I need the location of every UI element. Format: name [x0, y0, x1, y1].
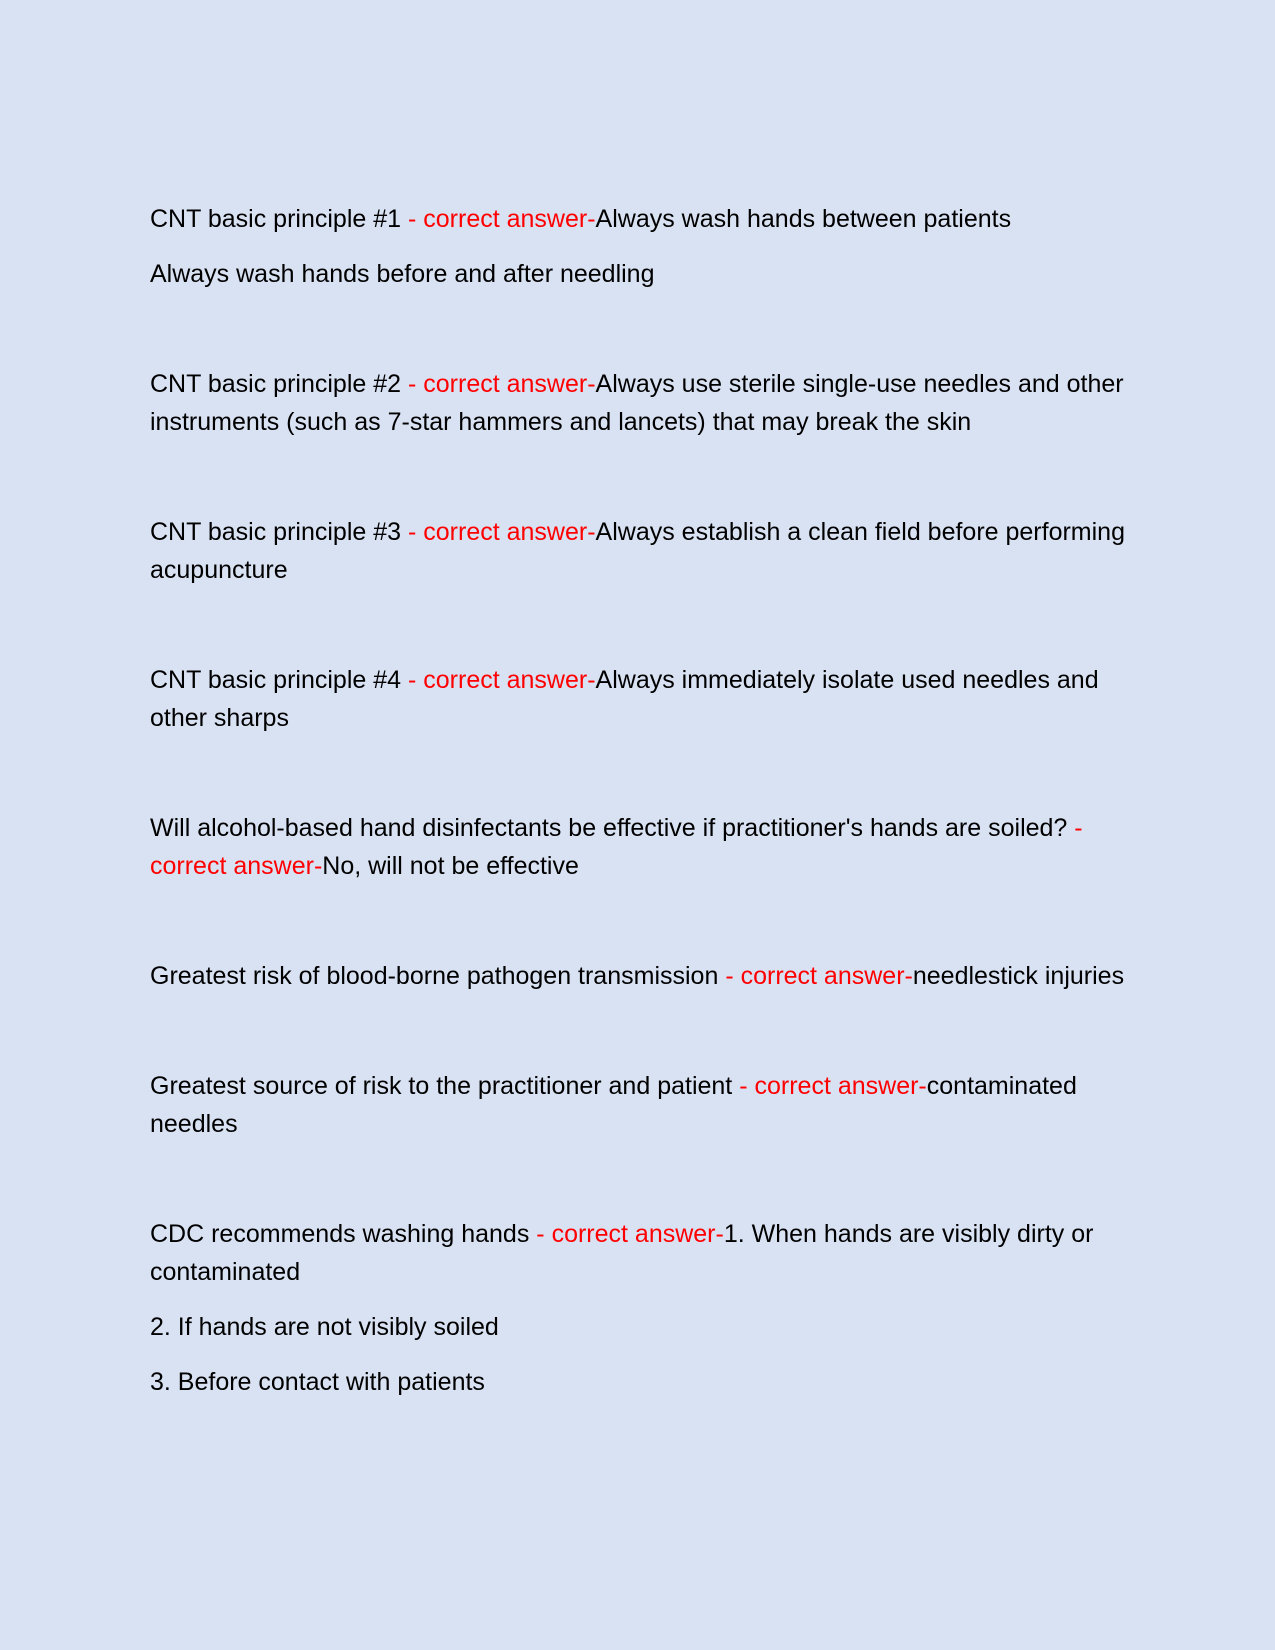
answer-text: No, will not be effective — [322, 852, 579, 880]
qa-item-1 — [150, 200, 1140, 293]
qa-line — [150, 365, 1140, 441]
answer-text: 1. When hands are visibly dirty or contaminated — [150, 1220, 1094, 1286]
answer-extra-line: Always wash hands before and after needling — [150, 260, 655, 288]
qa-item-7 — [150, 1067, 1140, 1143]
question-text: CNT basic principle #1 — [150, 205, 402, 233]
correct-answer-marker: - correct answer- — [408, 518, 596, 546]
qa-line — [150, 1215, 1140, 1291]
correct-answer-marker: - correct answer- — [408, 666, 596, 694]
correct-answer-marker: - correct answer- — [739, 1072, 927, 1100]
correct-answer-marker: - correct answer- — [725, 962, 913, 990]
question-text: CDC recommends washing hands — [150, 1220, 530, 1248]
qa-line — [150, 661, 1140, 737]
qa-item-2 — [150, 365, 1140, 441]
qa-item-3 — [150, 513, 1140, 589]
question-text: Will alcohol-based hand disinfectants be effective if practitioner's hands are soiled? — [150, 814, 1068, 842]
answer-extra-line: 2. If hands are not visibly soiled — [150, 1313, 499, 1341]
correct-answer-marker: - correct answer- — [408, 370, 596, 398]
qa-item-4 — [150, 661, 1140, 737]
question-text: Greatest source of risk to the practitioner and patient — [150, 1072, 733, 1100]
correct-answer-marker: - correct answer- — [150, 814, 1083, 880]
correct-answer-marker: - correct answer- — [408, 205, 596, 233]
qa-item-5 — [150, 809, 1140, 885]
question-text: CNT basic principle #4 — [150, 666, 402, 694]
answer-text: needlestick injuries — [912, 962, 1125, 990]
qa-line — [150, 1067, 1140, 1143]
qa-item-6 — [150, 957, 1140, 995]
answer-text: Always immediately isolate used needles and other sharps — [150, 666, 1099, 732]
answer-text: contaminated needles — [150, 1072, 1077, 1138]
qa-line — [150, 513, 1140, 589]
question-text: CNT basic principle #2 — [150, 370, 402, 398]
qa-item-8 — [150, 1215, 1140, 1401]
correct-answer-marker: - correct answer- — [536, 1220, 724, 1248]
question-text: CNT basic principle #3 — [150, 518, 402, 546]
answer-text: Always use sterile single-use needles and other instruments (such as 7-star hammers and lancets) that may break the skin — [150, 370, 1124, 436]
question-text: Greatest risk of blood-borne pathogen transmission — [150, 962, 719, 990]
qa-line — [150, 809, 1140, 885]
answer-text: Always establish a clean field before performing acupuncture — [150, 518, 1125, 584]
answer-extra-line: 3. Before contact with patients — [150, 1368, 485, 1396]
answer-text: Always wash hands between patients — [595, 205, 1012, 233]
qa-line — [150, 957, 1140, 995]
document-page — [150, 200, 1140, 1473]
qa-line — [150, 200, 1140, 238]
